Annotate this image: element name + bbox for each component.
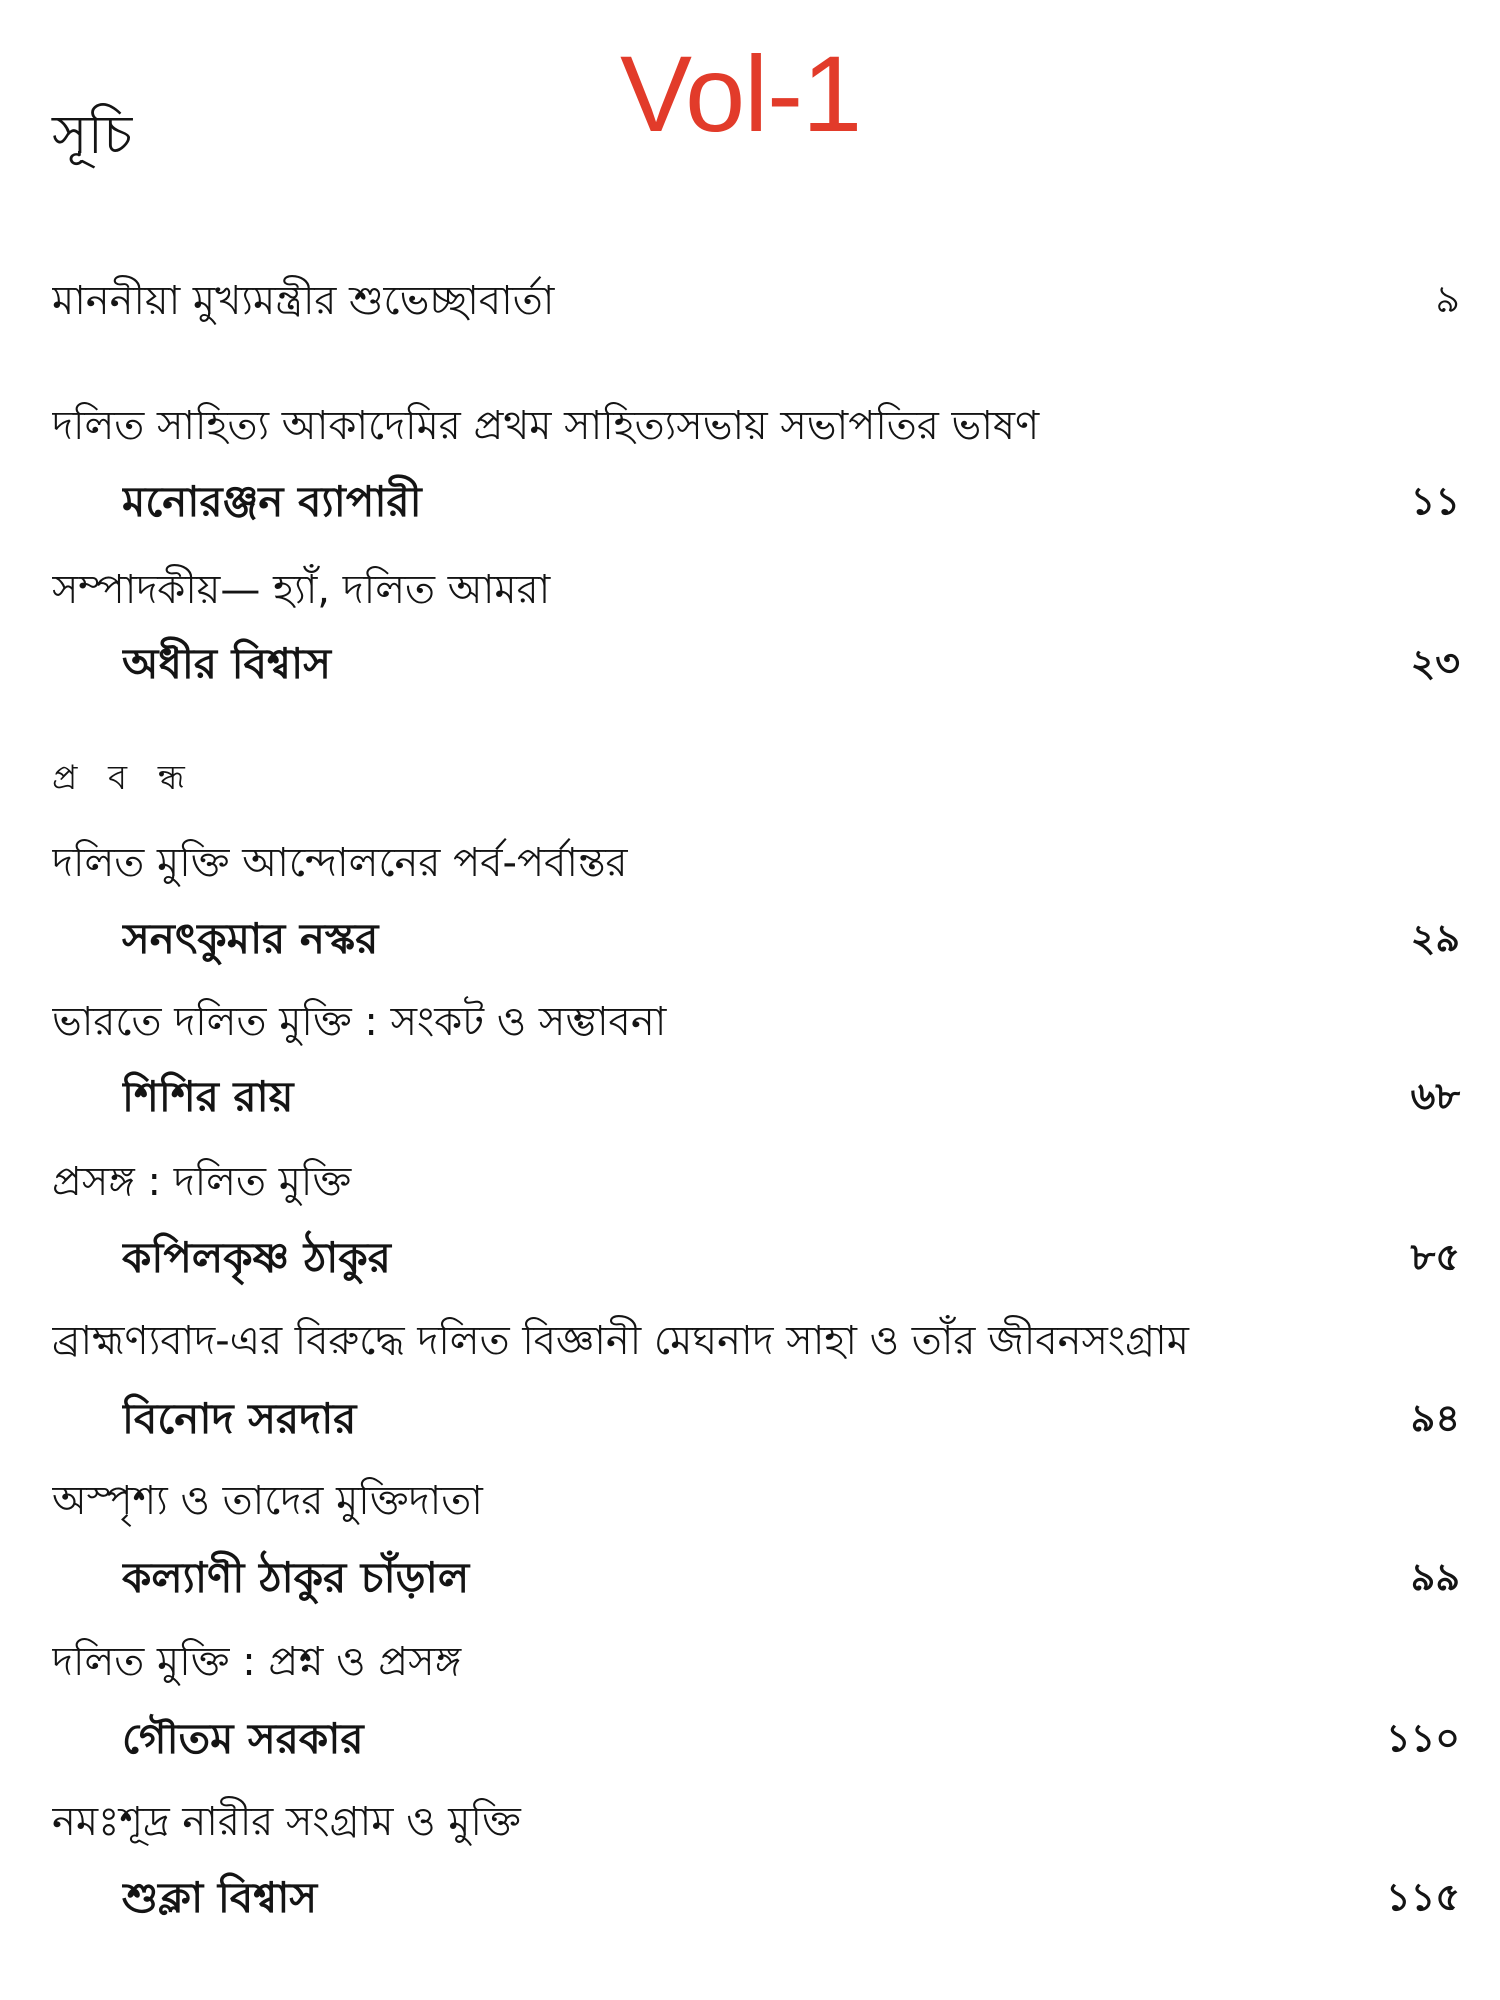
entry-author: অধীর বিশ্বাস <box>122 638 331 688</box>
entry-title: সম্পাদকীয়— হ্যাঁ, দলিত আমরা <box>52 566 551 613</box>
toc-entry-title[interactable] <box>52 1155 1460 1211</box>
page-number: ৮৫ <box>1410 1235 1460 1279</box>
toc-entry-title[interactable] <box>52 1795 1460 1851</box>
entry-author: গৌতম সরকার <box>122 1713 364 1763</box>
page-number: ৯৪ <box>1410 1396 1460 1440</box>
toc-entry-author[interactable] <box>122 1393 1460 1449</box>
page-number: ১১ <box>1410 479 1460 523</box>
page-number: ১১০ <box>1385 1716 1460 1760</box>
section-label: প্র ব ন্ধ <box>52 758 195 798</box>
entry-author: কল্যাণী ঠাকুর চাঁড়াল <box>122 1552 470 1602</box>
toc-entry-title[interactable] <box>52 995 1460 1051</box>
page-number: ২৯ <box>1410 916 1460 960</box>
entry-title: ভারতে দলিত মুক্তি : সংকট ও সম্ভাবনা <box>52 998 667 1045</box>
toc-entry-author[interactable] <box>122 913 1460 969</box>
page-number: ২৩ <box>1410 641 1460 685</box>
page-number: ১১৫ <box>1386 1875 1460 1919</box>
toc-entry-title[interactable] <box>52 274 1460 330</box>
entry-author: সনৎকুমার নস্কর <box>122 913 379 963</box>
toc-entry-author[interactable] <box>122 1232 1460 1288</box>
page-number: ৬৮ <box>1410 1074 1460 1118</box>
toc-entry-title[interactable] <box>52 399 1460 455</box>
toc-entry-author[interactable] <box>122 638 1460 694</box>
entry-title: নমঃশূদ্র নারীর সংগ্রাম ও মুক্তি <box>52 1798 521 1845</box>
toc-entry-author[interactable] <box>122 1552 1460 1608</box>
toc-heading: সূচি <box>52 103 133 166</box>
entry-author: মনোরঞ্জন ব্যাপারী <box>122 476 422 526</box>
entry-title: ব্রাহ্মণ্যবাদ-এর বিরুদ্ধে দলিত বিজ্ঞানী মেঘনাদ সাহা ও তাঁর জীবনসংগ্রাম <box>52 1317 1189 1364</box>
entry-title: প্রসঙ্গ : দলিত মুক্তি <box>52 1158 352 1205</box>
toc-entry-author[interactable] <box>122 1713 1460 1769</box>
toc-entry-author[interactable] <box>122 476 1460 532</box>
toc-entry-title[interactable] <box>52 563 1460 619</box>
page-number: ৯ <box>1435 277 1460 321</box>
toc-entry-author[interactable] <box>122 1872 1460 1928</box>
volume-label: Vol-1 <box>620 33 862 154</box>
toc-entry-title[interactable] <box>52 1635 1460 1691</box>
entry-title: দলিত মুক্তি : প্রশ্ন ও প্রসঙ্গ <box>52 1638 462 1685</box>
toc-entry-author[interactable] <box>122 1071 1460 1127</box>
toc-entry-title[interactable] <box>52 836 1460 892</box>
entry-title: দলিত সাহিত্য আকাদেমির প্রথম সাহিত্যসভায় সভাপতির ভাষণ <box>52 402 1040 449</box>
entry-author: শুক্লা বিশ্বাস <box>122 1872 318 1922</box>
entry-title: অস্পৃশ্য ও তাদের মুক্তিদাতা <box>52 1477 483 1524</box>
entry-title: মাননীয়া মুখ্যমন্ত্রীর শুভেচ্ছাবার্তা <box>52 277 555 324</box>
entry-author: কপিলকৃষ্ণ ঠাকুর <box>122 1232 391 1282</box>
entry-author: শিশির রায় <box>122 1071 294 1121</box>
toc-entry-title[interactable] <box>52 1474 1460 1530</box>
entry-author: বিনোদ সরদার <box>122 1393 357 1443</box>
entry-title: দলিত মুক্তি আন্দোলনের পর্ব-পর্বান্তর <box>52 839 628 886</box>
toc-entry-title[interactable] <box>52 1314 1460 1370</box>
page-number: ৯৯ <box>1410 1555 1460 1599</box>
